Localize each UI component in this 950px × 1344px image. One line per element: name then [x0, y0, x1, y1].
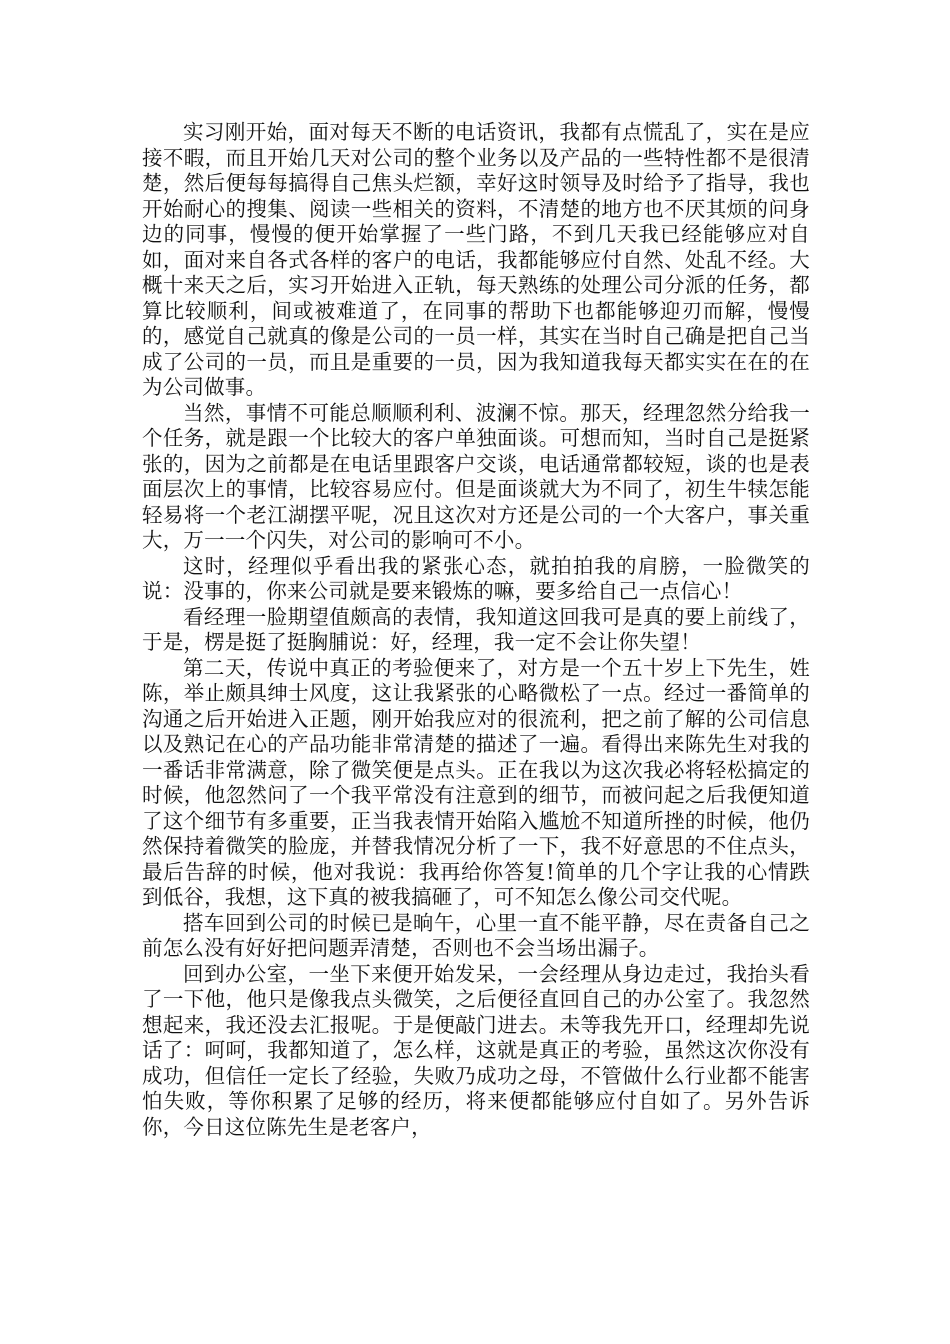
- paragraph-manager-encouragement: 这时，经理似乎看出我的紧张心态，就拍拍我的肩膀，一脸微笑的说：没事的，你来公司就是要来锻炼的嘛，要多给自己一点信心！: [142, 553, 810, 603]
- paragraph-manager-talk: 回到办公室，一坐下来便开始发呆，一会经理从身边走过，我抬头看了一下他，他只是像我点头微笑，之后便径直回自己的办公室了。我忽然想起来，我还没去汇报呢。于是便敲门进去。未等我先开口，经理却先说话了：呵呵，我都知道了，怎么样，这就是真正的考验，虽然这次你没有成功，但信任一定长了经验，失败乃成功之母，不管做什么行业都不能害怕失败，等你积累了足够的经历，将来便都能够应付自如了。另外告诉你，今日这位陈先生是老客户，: [142, 961, 810, 1139]
- paragraph-confident-reply: 看经理一脸期望值颇高的表情，我知道这回我可是真的要上前线了，于是，楞是挺了挺胸脯说：好，经理，我一定不会让你失望！: [142, 604, 810, 654]
- document-page: [142, 120, 810, 1140]
- paragraph-client-meeting-task: 当然，事情不可能总顺顺利利、波澜不惊。那天，经理忽然分给我一个任务，就是跟一个比较大的客户单独面谈。可想而知，当时自己是挺紧张的，因为之前都是在电话里跟客户交谈，电话通常都较短，谈的也是表面层次上的事情，比较容易应付。但是面谈就大为不同了，初生牛犊怎能轻易将一个老江湖摆平呢，况且这次对方还是公司的一个大客户，事关重大，万一一个闪失，对公司的影响可不小。: [142, 400, 810, 552]
- paragraph-meeting-day: 第二天，传说中真正的考验便来了，对方是一个五十岁上下先生，姓陈，举止颇具绅士风度，这让我紧张的心略微松了一点。经过一番简单的沟通之后开始进入正题，刚开始我应对的很流利，把之前了解的公司信息以及熟记在心的产品功能非常清楚的描述了一遍。看得出来陈先生对我的一番话非常满意，除了微笑便是点头。正在我以为这次我必将轻松搞定的时候，他忽然问了一个我平常没有注意到的细节，而被问起之后我便知道了这个细节有多重要，正当我表情开始陷入尴尬不知道所挫的时候，他仍然保持着微笑的脸庞，并替我情况分析了一下，我不好意思的不住点头，最后告辞的时候，他对我说：我再给你答复!简单的几个字让我的心情跌到低谷，我想，这下真的被我搞砸了，可不知怎么像公司交代呢。: [142, 655, 810, 909]
- paragraph-internship-start: 实习刚开始，面对每天不断的电话资讯，我都有点慌乱了，实在是应接不暇，而且开始几天对公司的整个业务以及产品的一些特性都不是很清楚，然后便每每搞得自己焦头烂额，幸好这时领导及时给予了指导，我也开始耐心的搜集、阅读一些相关的资料，不清楚的地方也不厌其烦的问身边的同事，慢慢的便开始掌握了一些门路，不到几天我已经能够应对自如，面对来自各式各样的客户的电话，我都能够应付自然、处乱不经。大概十来天之后，实习开始进入正轨，每天熟练的处理公司分派的任务，都算比较顺利，间或被难道了，在同事的帮助下也都能够迎刃而解，慢慢的，感觉自己就真的像是公司的一员一样，其实在当时自己确是把自己当成了公司的一员，而且是重要的一员，因为我知道我每天都实实在在的在为公司做事。: [142, 120, 810, 399]
- paragraph-return-to-company: 搭车回到公司的时候已是晌午，心里一直不能平静，尽在责备自己之前怎么没有好好把问题弄清楚，否则也不会当场出漏子。: [142, 910, 810, 960]
